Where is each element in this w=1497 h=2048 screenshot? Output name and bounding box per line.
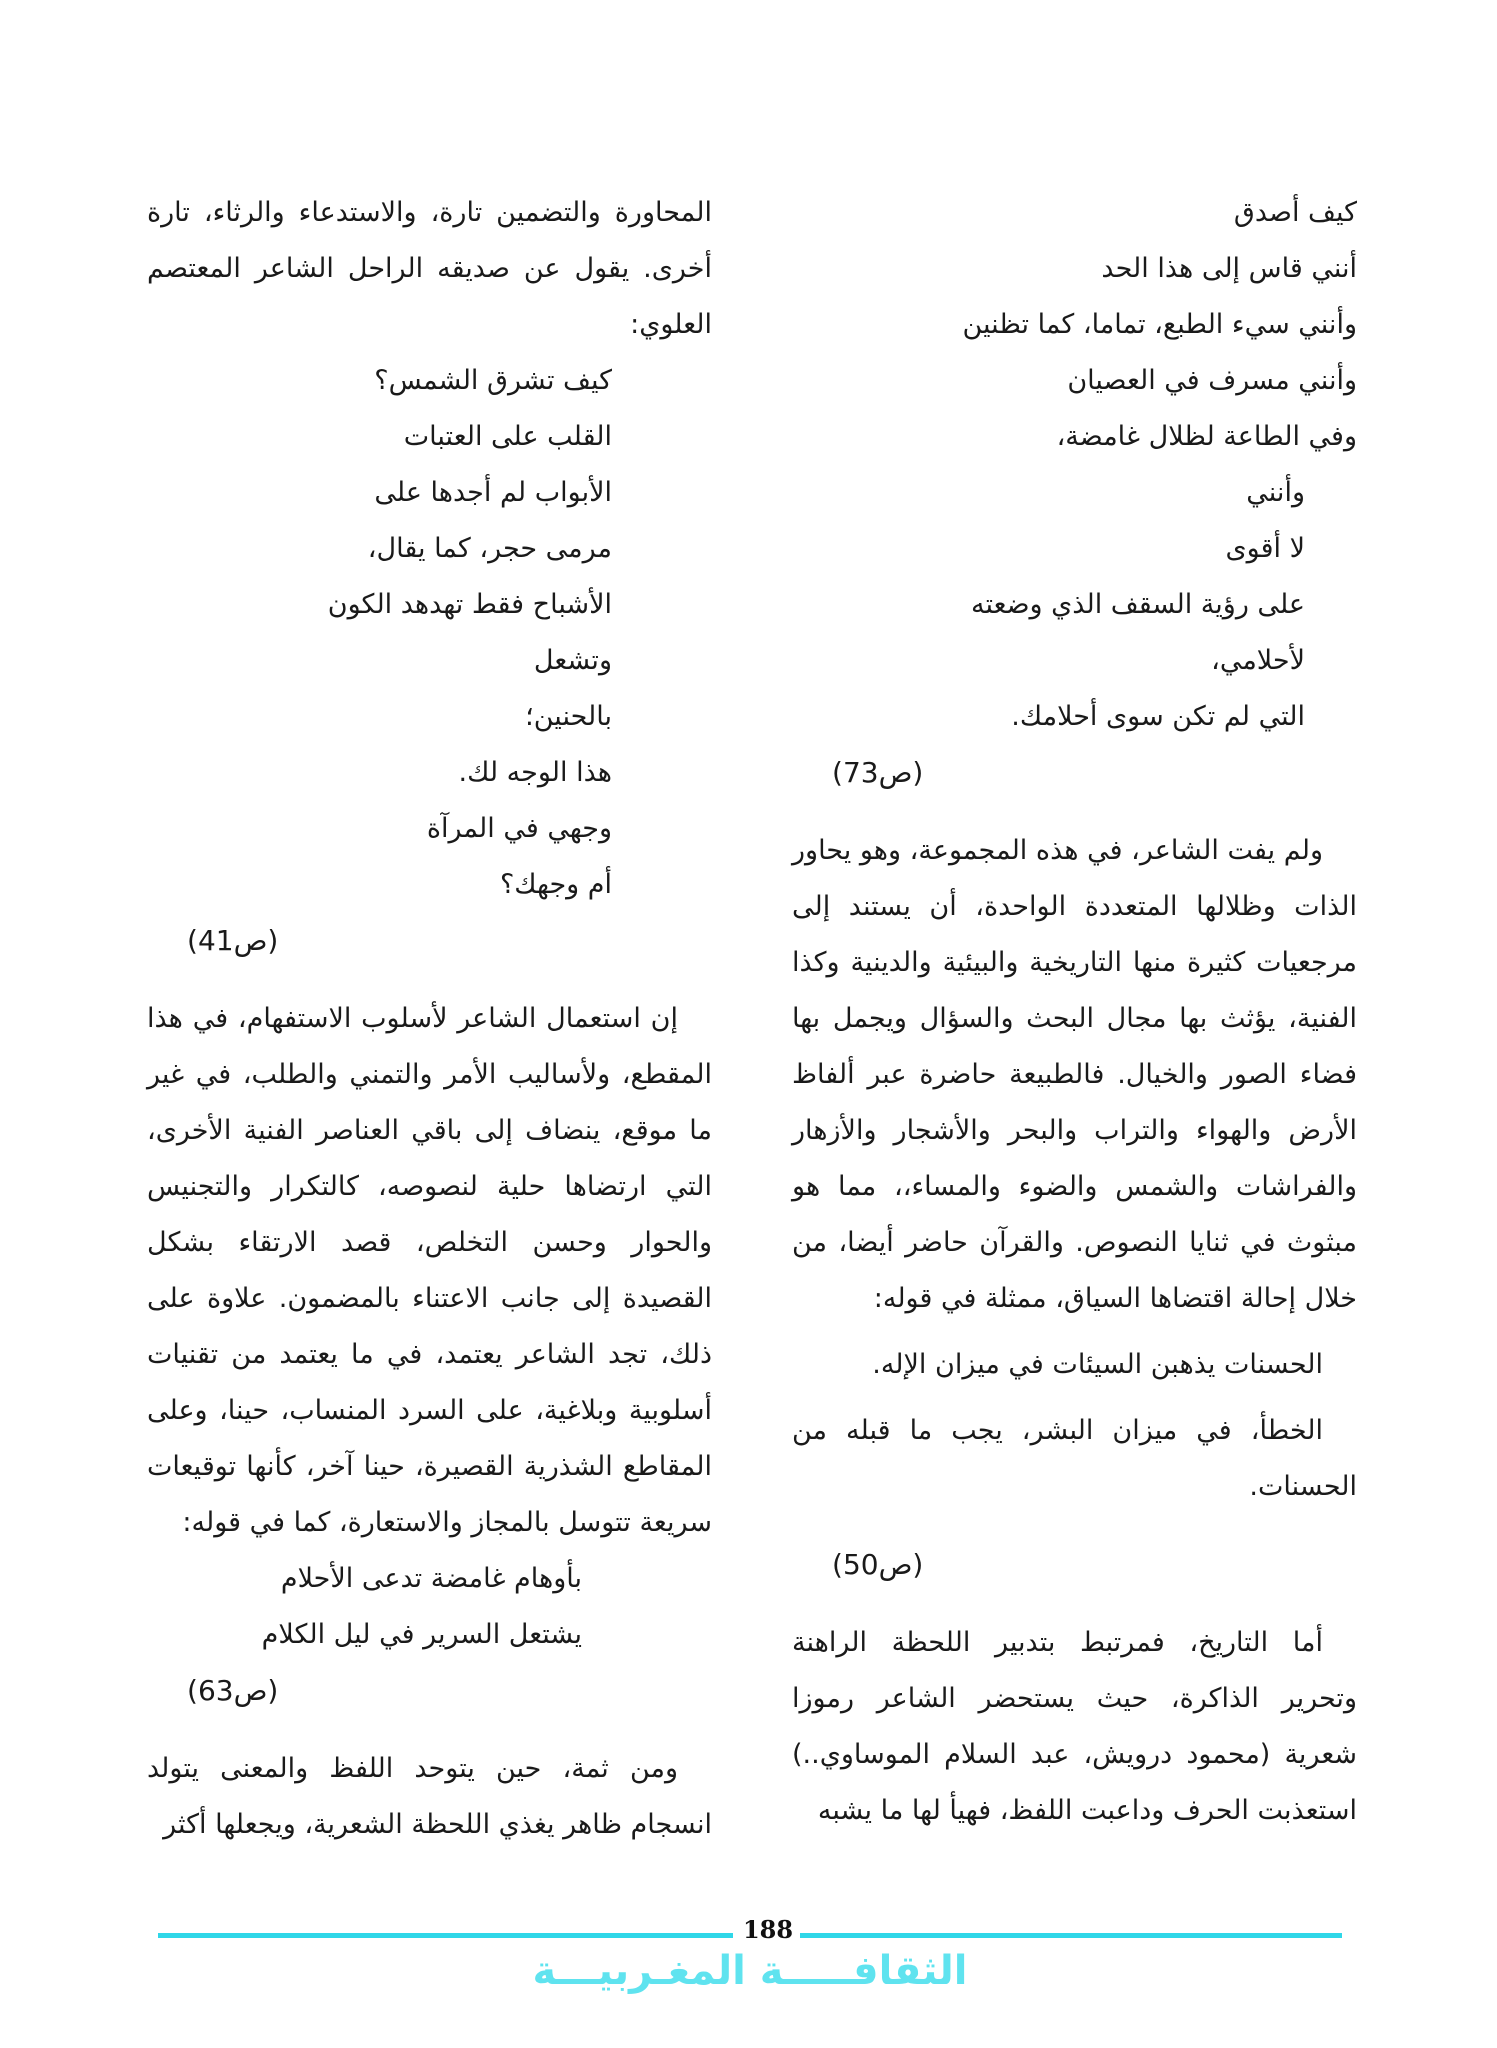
verse-line: الأبواب لم أجدها على: [374, 477, 612, 508]
verse-line: وأنني مسرف في العصيان: [1067, 365, 1357, 396]
right-column: [792, 185, 1357, 1839]
verse-line: يشتعل السرير في ليل الكلام: [261, 1619, 582, 1650]
page-reference: (ص50): [832, 1548, 924, 1581]
body-paragraph: إن استعمال الشاعر لأسلوب الاستفهام، في هذا المقطع، ولأساليب الأمر والتمني والطلب، في غير ما موقع، ينضاف إلى باقي العناصر الفنية الأخرى، التي ارتضاها حلية لنصوصه، كالتكرار والتجنيس والحوار وحسن التخلص، قصد الارتقاء بشكل القصيدة إلى جانب الاعتناء بالمضمون. علاوة على ذلك، تجد الشاعر يعتمد، في ما يعتمد من تقنيات أسلوبية وبلاغية، على السرد المنساب، حينا، وعلى المقاطع الشذرية القصيرة، حينا آخر، كأنها توقيعات سريعة تتوسل بالمجاز والاستعارة، كما في قوله:: [147, 1003, 712, 1538]
verse-line: وأنني: [1246, 477, 1305, 508]
verse-line: أم وجهك؟: [499, 869, 612, 900]
page-reference: (ص73): [832, 756, 924, 789]
verse-line: الأشباح فقط تهدهد الكون: [327, 589, 612, 620]
verse-line: القلب على العتبات: [403, 421, 612, 452]
verse-line: التي لم تكن سوى أحلامك.: [1011, 701, 1305, 732]
verse-line: هذا الوجه لك.: [458, 757, 612, 788]
verse-line: على رؤية السقف الذي وضعته: [970, 589, 1305, 620]
verse-line: وجهي في المرآة: [426, 813, 612, 844]
verse-line: وأنني سيء الطبع، تماما، كما تظنين: [962, 309, 1357, 340]
quote-line: الحسنات يذهبن السيئات في ميزان الإله.: [872, 1349, 1323, 1380]
verse-line: أنني قاس إلى هذا الحد: [1101, 253, 1357, 284]
poem-excerpt: [147, 353, 712, 913]
body-paragraph: أما التاريخ، فمرتبط بتدبير اللحظة الراهنة وتحرير الذاكرة، حيث يستحضر الشاعر رموزا شعرية (محمود درويش، عبد السلام الموساوي..) استعذبت الحرف وداعبت اللفظ، فهيأ لها ما يشبه: [792, 1627, 1357, 1826]
poem-excerpt: [147, 1551, 712, 1663]
verse-line: كيف أصدق: [1233, 197, 1357, 228]
body-paragraph: ولم يفت الشاعر، في هذه المجموعة، وهو يحاور الذات وظلالها المتعددة الواحدة، أن يستند إلى مرجعيات كثيرة منها التاريخية والبيئية والدينية وكذا الفنية، يؤثث بها مجال البحث والسؤال ويجمل بها فضاء الصور والخيال. فالطبيعة حاضرة عبر ألفاظ الأرض والهواء والتراب والبحر والأشجار والأزهار والفراشات والشمس والضوء والمساء،، مما هو مبثوث في ثنايا النصوص. والقرآن حاضر أيضا، من خلال إحالة اقتضاها السياق، ممثلة في قوله:: [792, 835, 1357, 1314]
verse-line: كيف تشرق الشمس؟: [374, 365, 612, 396]
verse-line: لأحلامي،: [1211, 645, 1305, 676]
verse-line: وفي الطاعة لظلال غامضة،: [1056, 421, 1357, 452]
verse-line: بأوهام غامضة تدعى الأحلام: [280, 1563, 582, 1594]
page-number: 188: [742, 1915, 794, 1944]
verse-line: بالحنين؛: [525, 701, 612, 732]
poem-excerpt: [792, 185, 1357, 745]
quote-line: الخطأ، في ميزان البشر، يجب ما قبله من الحسنات.: [792, 1415, 1357, 1502]
page-reference: (ص63): [187, 1674, 279, 1707]
page-reference: (ص41): [187, 924, 279, 957]
verse-line: وتشعل: [533, 645, 612, 676]
verse-line: لا أقوى: [1225, 533, 1305, 564]
footer-rule-right: [800, 1933, 1342, 1938]
verse-line: مرمى حجر، كما يقال،: [367, 533, 612, 564]
journal-title: الثقافـــــة المغـربيـــة: [532, 1948, 968, 1994]
body-paragraph: المحاورة والتضمين تارة، والاستدعاء والرثاء، تارة أخرى. يقول عن صديقه الراحل الشاعر المعتصم العلوي:: [147, 197, 712, 340]
body-paragraph: ومن ثمة، حين يتوحد اللفظ والمعنى يتولد انسجام ظاهر يغذي اللحظة الشعرية، ويجعلها أكثر: [147, 1753, 712, 1840]
footer-rule-left: [158, 1933, 733, 1938]
left-column: [147, 185, 712, 1853]
